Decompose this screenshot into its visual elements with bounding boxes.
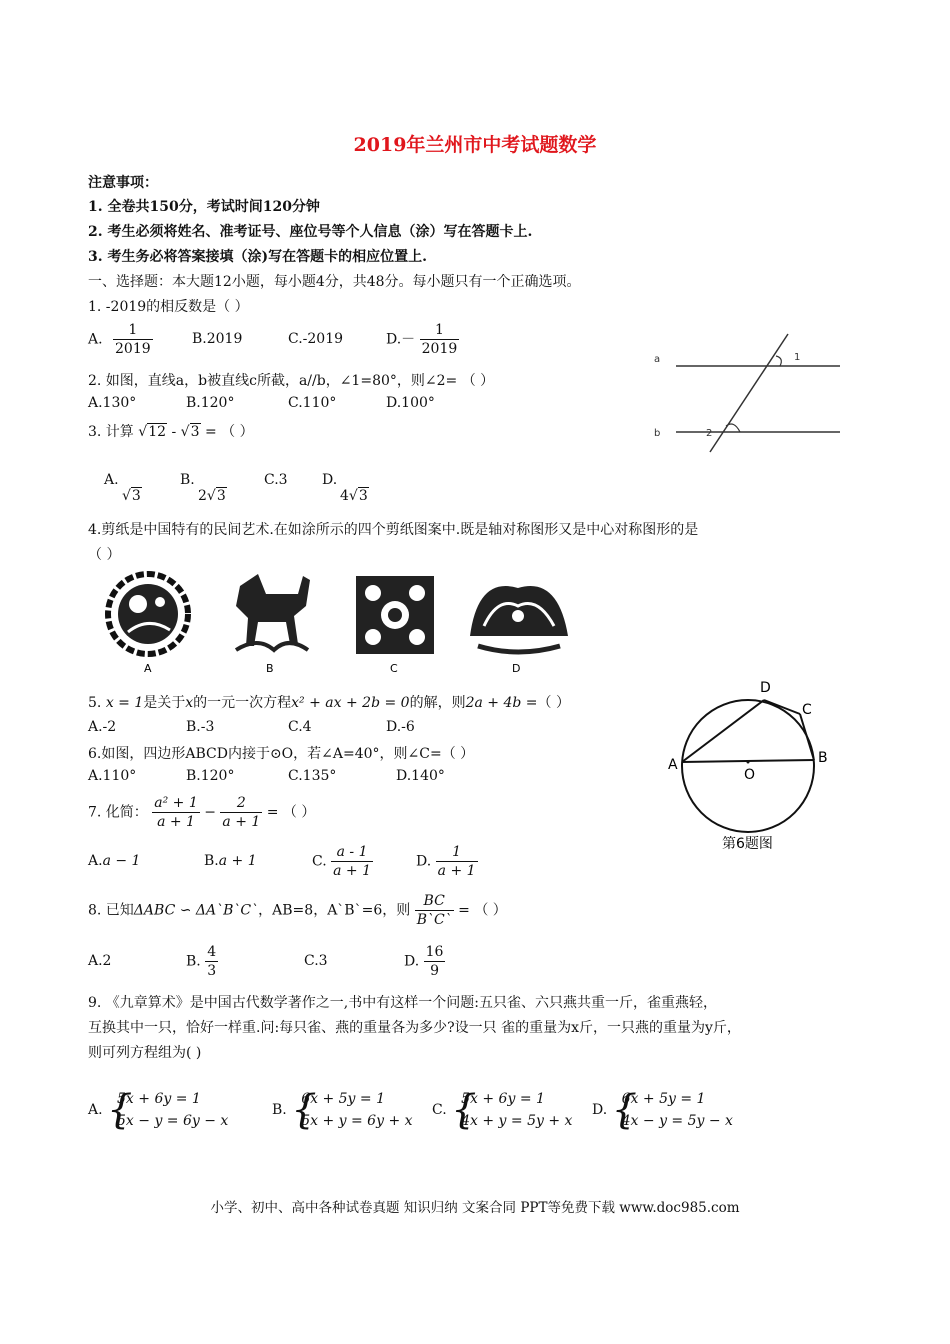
question-2-stem: 2. 如图，直线a，b被直线c所截，a//b，∠1=80°，则∠2= （ ） bbox=[88, 373, 495, 389]
papercut-b-icon bbox=[236, 574, 310, 650]
papercut-label-c: C bbox=[390, 662, 398, 675]
q1-option-c: C.-2019 bbox=[288, 331, 344, 347]
q8-option-a: A.2 bbox=[88, 953, 112, 969]
q3-option-c: C.3 bbox=[264, 472, 288, 488]
q6-option-c: C.135° bbox=[288, 768, 337, 784]
question-8-stem: 8. 已知ΔABC ∽ ΔA`B`C`，AB=8，A`B`=6，则 $\frac{BC}{B`C`}$ = （ ） bbox=[88, 893, 507, 928]
fig6-label-o: O bbox=[744, 767, 756, 783]
q9-option-b: B. { 6x + 5y = 1 5x + y = 6y + x bbox=[272, 1087, 413, 1133]
papercut-label-a: A bbox=[144, 662, 152, 675]
question-5-stem: 5. x = 1是关于x的一元一次方程x² + ax + 2b = 0的解，则2a + 4b =（ ） bbox=[88, 695, 570, 711]
q3-option-d: D. 4√3 bbox=[322, 472, 368, 504]
section-heading: 一、选择题：本大题12小题，每小题4分，共48分。每小题只有一个正确选项。 bbox=[88, 274, 581, 290]
q1-option-a: A. $\frac{1}{2019}$ bbox=[88, 322, 151, 357]
page-footer: 小学、初中、高中各种试卷真题 知识归纳 文案合同 PPT等免费下载 www.doc985.com bbox=[210, 1200, 740, 1216]
fig2-label-1: 1 bbox=[794, 352, 801, 363]
q5-option-b: B.-3 bbox=[186, 719, 215, 735]
notice-item: 1. 全卷共150分，考试时间120分钟 bbox=[88, 199, 320, 215]
q7-option-b: B.a + 1 bbox=[204, 853, 257, 869]
question-1-stem: 1. -2019的相反数是（ ） bbox=[88, 299, 249, 315]
q6-option-d: D.140° bbox=[396, 768, 445, 784]
q8-option-d: D. $\frac{16}{9}$ bbox=[404, 944, 444, 979]
parallel-lines-figure bbox=[648, 330, 848, 455]
q2-option-d: D.100° bbox=[386, 395, 435, 411]
q1-option-b: B.2019 bbox=[192, 331, 243, 347]
circle-figure bbox=[664, 676, 844, 856]
papercut-a-icon bbox=[108, 574, 188, 654]
q5-option-c: C.4 bbox=[288, 719, 312, 735]
fig2-label-a: a bbox=[654, 354, 661, 365]
question-9-line: 互换其中一只，恰好一样重.问:每只雀、燕的重量各为多少?设一只 雀的重量为x斤，一只燕的重量为y斤， bbox=[88, 1020, 741, 1036]
question-6-stem: 6.如图，四边形ABCD内接于⊙O，若∠A=40°，则∠C=（ ） bbox=[88, 746, 475, 762]
q3-option-a: A. √3 bbox=[104, 472, 141, 504]
fig6-label-d: D bbox=[760, 680, 771, 696]
q5-option-a: A.-2 bbox=[88, 719, 117, 735]
q2-option-a: A.130° bbox=[88, 395, 137, 411]
papercut-label-d: D bbox=[512, 662, 521, 675]
q2-option-c: C.110° bbox=[288, 395, 337, 411]
q3-option-b: B. 2√3 bbox=[180, 472, 226, 504]
question-3-stem: 3. 计算 √12 - √3 = （ ） bbox=[88, 424, 254, 440]
q2-option-b: B.120° bbox=[186, 395, 235, 411]
question-9-line: 9. 《九章算术》是中国古代数学著作之一,书中有这样一个问题:五只雀、六只燕共重一斤，雀重燕轻， bbox=[88, 995, 717, 1011]
q9-option-a: A. { 5x + 6y = 1 5x − y = 6y − x bbox=[88, 1087, 229, 1133]
papercut-label-b: B bbox=[266, 662, 274, 675]
q7-option-a: A.a − 1 bbox=[88, 853, 141, 869]
papercut-c-icon bbox=[356, 576, 434, 654]
notice-item: 2. 考生必须将姓名、准考证号、座位号等个人信息（涂）写在答题卡上. bbox=[88, 224, 533, 240]
notice-item: 3. 考生务必将答案接填（涂)写在答题卡的相应位置上. bbox=[88, 249, 427, 265]
fig2-label-2: 2 bbox=[706, 428, 713, 439]
fig6-label-a: A bbox=[668, 757, 678, 773]
fig2-label-b: b bbox=[654, 428, 661, 439]
q7-option-c: C. $\frac{a - 1}{a + 1}$ bbox=[312, 844, 372, 879]
fig6-label-b: B bbox=[818, 750, 828, 766]
q5-option-d: D.-6 bbox=[386, 719, 415, 735]
q7-option-d: D. $\frac{1}{a + 1}$ bbox=[416, 844, 476, 879]
q6-option-b: B.120° bbox=[186, 768, 235, 784]
fig6-label-c: C bbox=[802, 702, 812, 718]
question-7-stem: 7. 化简： $\frac{\text{a² + 1}}{a + 1}$ − $\frac{2}{a + 1}$ = （ ） bbox=[88, 795, 316, 830]
q8-option-c: C.3 bbox=[304, 953, 328, 969]
papercut-figure bbox=[98, 566, 578, 678]
papercut-d-icon bbox=[470, 586, 568, 652]
page-title: 2019年兰州市中考试题数学 bbox=[353, 134, 597, 156]
question-4-stem: 4.剪纸是中国特有的民间艺术.在如涂所示的四个剪纸图案中.既是轴对称图形又是中心对称图形的是 bbox=[88, 522, 699, 538]
q6-option-a: A.110° bbox=[88, 768, 137, 784]
question-4-paren: （ ） bbox=[88, 547, 121, 563]
question-9-line: 则可列方程组为( ) bbox=[88, 1045, 202, 1061]
notice-heading: 注意事项： bbox=[88, 175, 158, 191]
q9-option-c: C. { 5x + 6y = 1 4x + y = 5y + x bbox=[432, 1087, 573, 1133]
q8-option-b: B. $\frac{4}{3}$ bbox=[186, 944, 217, 979]
fig6-caption: 第6题图 bbox=[722, 836, 773, 852]
q1-option-d: D.－ $\frac{1}{2019}$ bbox=[386, 322, 458, 357]
q9-option-d: D. { 6x + 5y = 1 4x − y = 5y − x bbox=[592, 1087, 733, 1133]
